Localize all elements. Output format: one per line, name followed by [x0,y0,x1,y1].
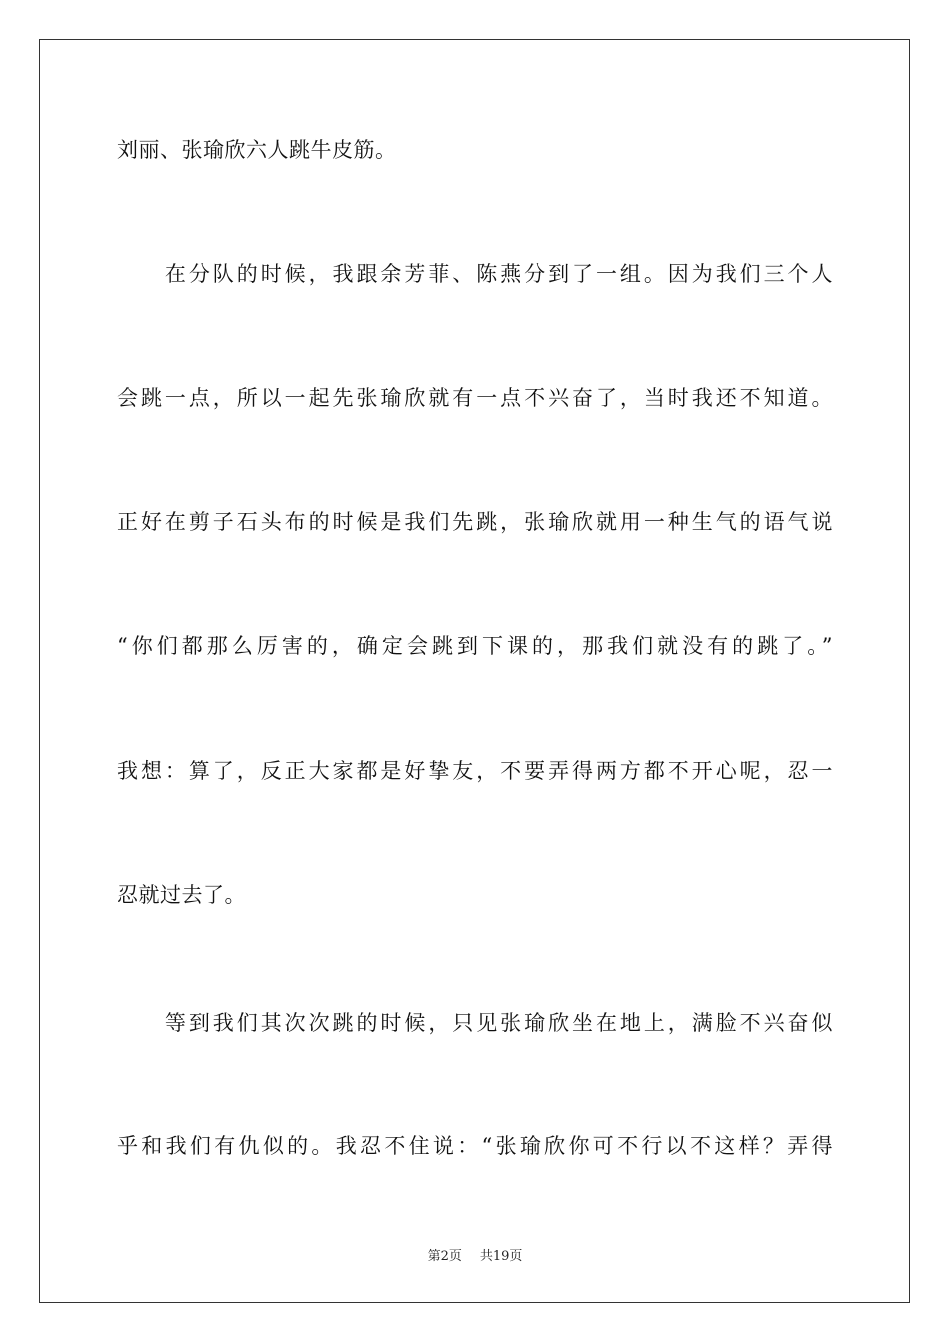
text-line: 会跳一点，所以一起先张瑜欣就有一点不兴奋了，当时我还不知道。 [117,386,833,410]
page-number: 第2页 [427,1249,462,1264]
text-line: 我想：算了，反正大家都是好挚友，不要弄得两方都不开心呢，忍一 [117,759,833,783]
text-line: 在分队的时候，我跟余芳菲、陈燕分到了一组。因为我们三个人 [117,262,833,286]
page-footer [0,1248,950,1266]
page-border [39,39,910,1303]
text-line: 刘丽、张瑜欣六人跳牛皮筋。 [117,138,397,162]
page-total: 共19页 [479,1249,523,1264]
text-line: 正好在剪子石头布的时候是我们先跳，张瑜欣就用一种生气的语气说 [117,510,833,534]
text-line: 乎和我们有仇似的。我忍不住说：“张瑜欣你可不行以不这样？弄得 [117,1134,833,1158]
text-line: “你们都那么厉害的，确定会跳到下课的，那我们就没有的跳了。” [117,634,833,658]
text-line: 等到我们其次次跳的时候，只见张瑜欣坐在地上，满脸不兴奋似 [117,1011,833,1035]
text-line: 忍就过去了。 [117,883,246,907]
